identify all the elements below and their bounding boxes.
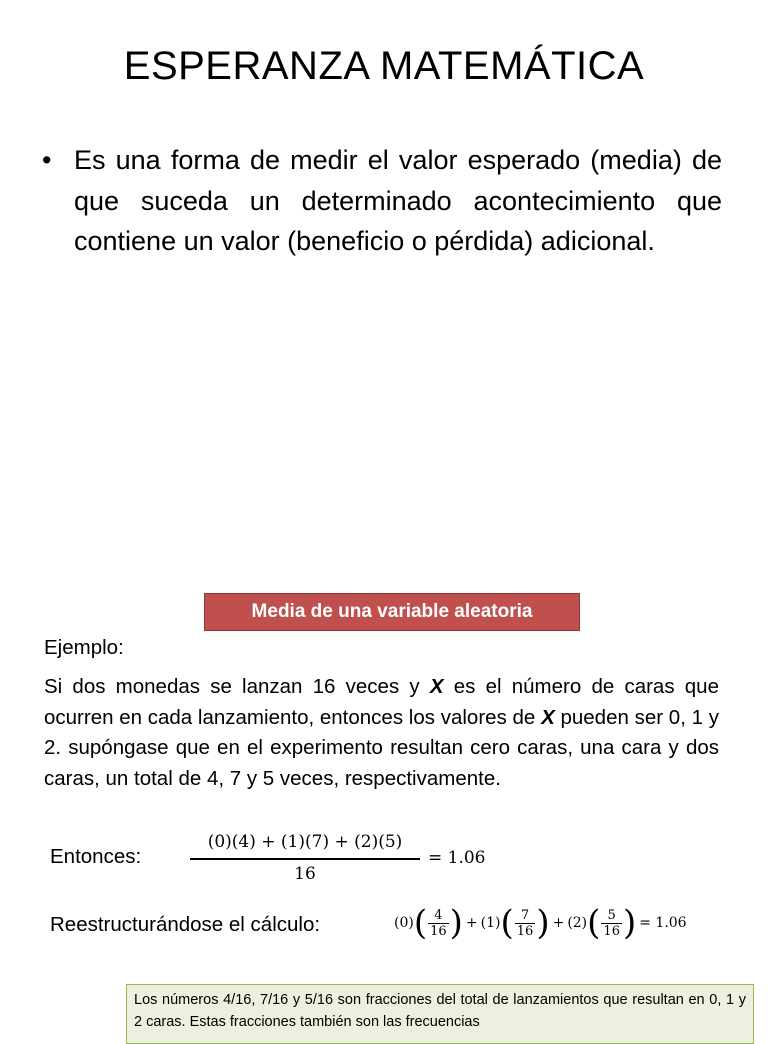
close-paren: ) xyxy=(536,903,550,943)
plus-sign: + xyxy=(465,915,478,931)
coef-0: (0) xyxy=(394,915,414,931)
variable-x: X xyxy=(541,705,555,729)
coef-1: (1) xyxy=(480,915,501,931)
example-label: Ejemplo: xyxy=(44,636,124,659)
bullet-marker: • xyxy=(42,145,52,175)
example-paragraph xyxy=(44,672,719,794)
close-paren: ) xyxy=(449,903,463,943)
fraction-bar xyxy=(190,858,420,860)
note-box: Los números 4/16, 7/16 y 5/16 son fracciones del total de lanzamientos que resultan en 0, 1 y 2 caras. Estas fracciones también son las frecuencias xyxy=(126,984,754,1044)
coef-2: (2) xyxy=(567,915,588,931)
variable-x: X xyxy=(429,675,444,698)
open-paren: ( xyxy=(587,903,601,943)
example-text-1: Si dos monedas se lanzan 16 veces y xyxy=(44,675,430,698)
slide-title: ESPERANZA MATEMÁTICA xyxy=(123,44,645,88)
close-paren: ) xyxy=(622,903,637,943)
open-paren: ( xyxy=(500,903,514,943)
example-text-2: es el número de caras que ocurren en cada lanzamiento, entonces los valores de xyxy=(44,675,719,729)
fraction-term xyxy=(428,908,449,939)
formula-result: = 1.06 xyxy=(639,915,687,931)
bullet-text: Es una forma de medir el valor esperado (media) de que suceda un determinado acontecimiento que contiene un valor (beneficio o pérdida) adicional. xyxy=(74,145,722,256)
fraction-denominator: 16 xyxy=(430,923,447,939)
calc-label-restructure: Reestructurándose el cálculo: xyxy=(50,913,321,936)
formula-fraction xyxy=(190,832,490,892)
fraction-term xyxy=(515,908,536,939)
open-paren: ( xyxy=(413,903,428,943)
formula-numerator: (0)(4) + (1)(7) + (2)(5) xyxy=(207,832,403,852)
fraction-denominator: 16 xyxy=(516,923,534,939)
fraction-denominator: 16 xyxy=(603,923,620,939)
plus-sign: + xyxy=(552,915,565,931)
example-text-3: pueden ser 0, 1 y 2. supóngase que en el experimento resultan cero caras, una cara y dos caras, un total de 4, 7 y 5 veces, respectivamente. xyxy=(44,705,719,790)
formula-result: = 1.06 xyxy=(428,848,486,868)
bullet-point xyxy=(42,140,722,262)
calc-label-entonces: Entonces: xyxy=(50,845,142,868)
section-header: Media de una variable aleatoria xyxy=(204,593,580,631)
formula-expanded xyxy=(394,903,687,943)
fraction-term xyxy=(601,908,622,939)
fraction-numerator: 7 xyxy=(520,907,530,923)
fraction-numerator: 4 xyxy=(434,907,443,923)
formula-denominator: 16 xyxy=(294,864,316,884)
fraction-numerator: 5 xyxy=(607,907,616,923)
